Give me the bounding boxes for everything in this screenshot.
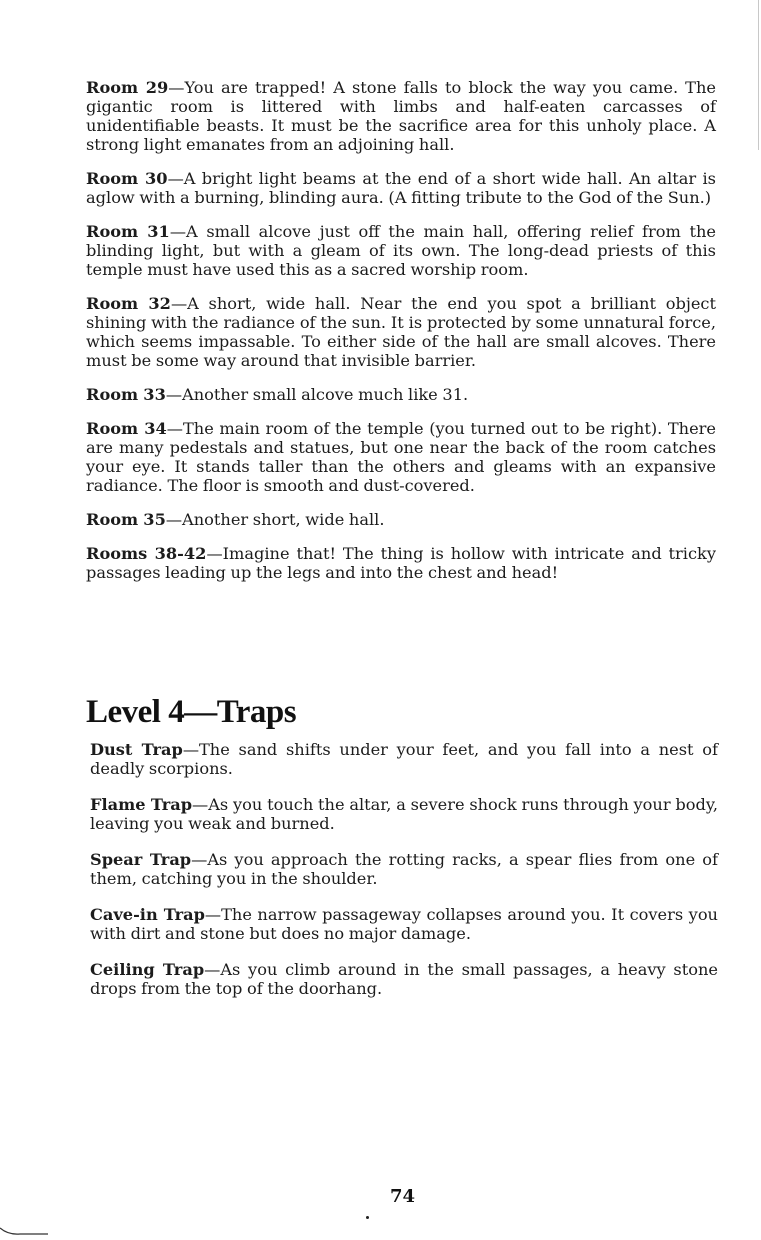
trap-entry: [90, 960, 718, 998]
trap-text: —As you touch the altar, a severe shock runs through your body, leaving you weak and burned.: [90, 795, 718, 833]
room-label: Room 29: [86, 78, 169, 97]
room-entry: [86, 419, 716, 495]
trap-label: Ceiling Trap: [90, 960, 205, 979]
room-entry: [86, 294, 716, 370]
room-text: —The main room of the temple (you turned out to be right). There are many pedestals and statues, but one near the back of the room catches your eye. It stands taller than the others and gleams with an expansive radiance. The floor is smooth and dust-covered.: [86, 419, 717, 495]
trap-label: Cave-in Trap: [90, 905, 205, 924]
room-label: Rooms 38-42: [86, 544, 207, 563]
room-label: Room 34: [86, 419, 167, 438]
room-text: —Another small alcove much like 31.: [165, 385, 469, 404]
room-entry: [86, 169, 716, 207]
page-number: 74: [389, 1186, 416, 1207]
room-entry: [86, 385, 716, 404]
room-text: —Imagine that! The thing is hollow with intricate and tricky passages leading up the legs and into the chest and head!: [86, 544, 716, 582]
room-text: —A bright light beams at the end of a short wide hall. An altar is aglow with a burning, blinding aura. (A fitting tribute to the God of the Sun.): [86, 169, 716, 207]
trap-text: —As you climb around in the small passages, a heavy stone drops from the top of the doorhang.: [90, 960, 718, 998]
trap-entry: [90, 795, 718, 833]
trap-text: —The sand shifts under your feet, and you fall into a nest of deadly scorpions.: [90, 740, 718, 778]
room-entry: [86, 544, 716, 582]
trap-text: —As you approach the rotting racks, a spear flies from one of them, catching you in the shoulder.: [90, 850, 718, 888]
trap-entry: [90, 740, 718, 778]
room-text: —A small alcove just off the main hall, offering relief from the blinding light, but with a gleam of its own. The long-dead priests of this temple must have used this as a sacred worship room.: [86, 222, 716, 279]
room-entry: [86, 510, 716, 529]
room-label: Room 31: [86, 222, 170, 241]
room-label: Room 32: [86, 294, 171, 313]
room-text: —You are trapped! A stone falls to block the way you came. The gigantic room is littered with limbs and half-eaten carcasses of unidentifiable beasts. It must be the sacrifice area for this unholy place. A strong light emanates from an adjoining hall.: [86, 78, 716, 154]
room-label: Room 35: [86, 510, 166, 529]
print-speck: [366, 1216, 369, 1219]
trap-entry: [90, 850, 718, 888]
room-entry: [86, 222, 716, 279]
margin-rule: [758, 0, 759, 150]
scan-corner-mark: [0, 1226, 48, 1236]
room-label: Room 33: [86, 385, 166, 404]
trap-label: Dust Trap: [90, 740, 183, 759]
room-label: Room 30: [86, 169, 168, 188]
trap-text: —The narrow passageway collapses around you. It covers you with dirt and stone but does no major damage.: [90, 905, 718, 943]
trap-label: Flame Trap: [90, 795, 193, 814]
room-entry: [86, 78, 716, 154]
room-text: —Another short, wide hall.: [165, 510, 385, 529]
room-descriptions: [86, 78, 716, 597]
trap-entry: [90, 905, 718, 943]
trap-label: Spear Trap: [90, 850, 192, 869]
trap-descriptions: [90, 740, 718, 1015]
section-heading: Level 4—Traps: [86, 694, 297, 730]
room-text: —A short, wide hall. Near the end you spot a brilliant object shining with the radiance of the sun. It is protected by some unnatural force, which seems impassable. To either side of the hall are small alcoves. There must be some way around that invisible barrier.: [86, 294, 716, 370]
